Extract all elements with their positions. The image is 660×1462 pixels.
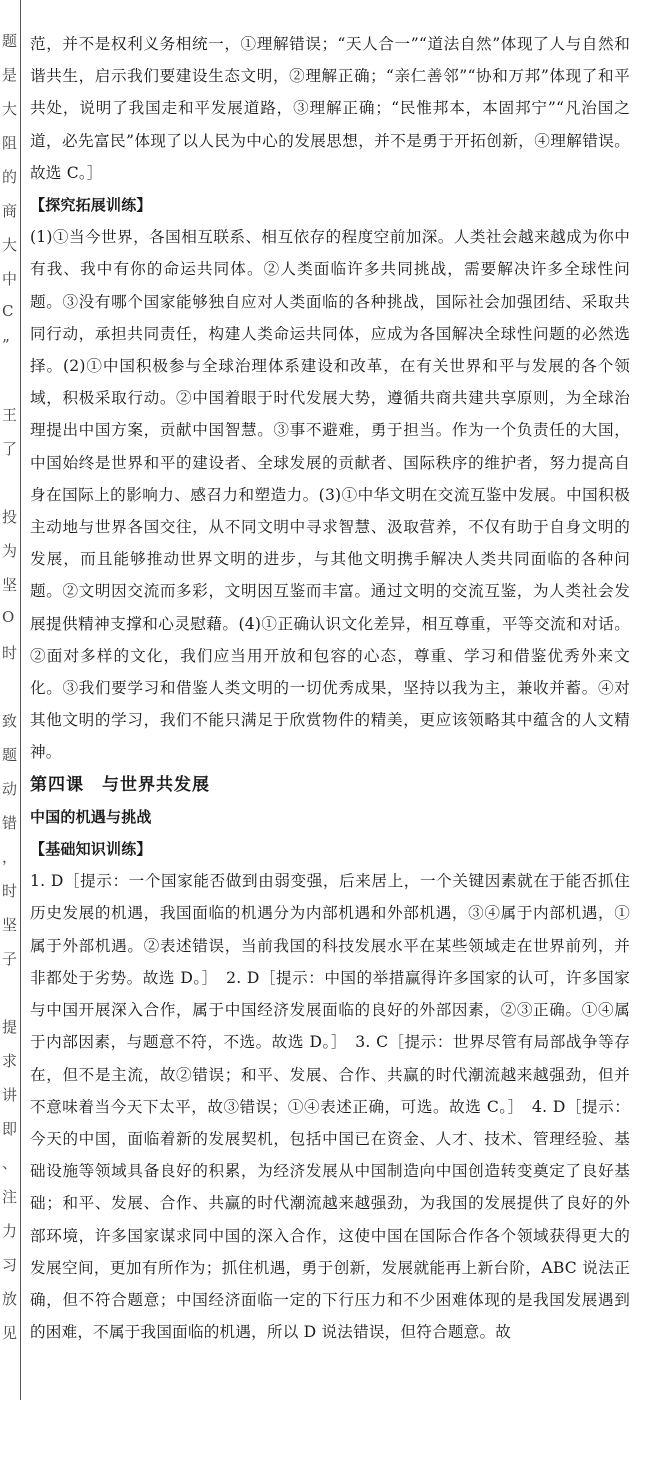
margin-char: 习 <box>2 1256 18 1274</box>
margin-char: 王 <box>2 406 18 424</box>
margin-char: 动 <box>2 780 18 798</box>
margin-char: ” <box>2 336 10 354</box>
margin-char: 子 <box>2 950 18 968</box>
margin-char: 大 <box>2 236 18 254</box>
margin-char: 时 <box>2 882 18 900</box>
margin-char: 题 <box>2 32 18 50</box>
margin-char: 是 <box>2 66 18 84</box>
margin-char: 中 <box>2 270 18 288</box>
margin-char: 讲 <box>2 1086 18 1104</box>
margin-char: 即 <box>2 1120 18 1138</box>
margin-char: C <box>2 302 14 320</box>
paragraph-3: 1. D［提示：一个国家能否做到由弱变强，后来居上，一个关键因素就在于能否抓住历史发展的机遇，我国面临的机遇分为内部机遇和外部机遇，③④属于内部机遇，①属于外部机遇。②表述错误，当前我国的科技发展水平在某些领域走在世界前列，并非都处于劣势。故选 D。］ 2. D［提示：中国的举措赢得许多国家的认可，许多国家与中国开展深入合作，属于中国经济发展面临的良好的外部因素，②③正确。①④属于内部因素，与题意不符，不选。故选 D。］ 3. C［提示：世界尽管有局部战争等存在，但不是主流，故②错误；和平、发展、合作、共赢的时代潮流越来越强劲，但并不意味着当今天下太平，故③错误；①④表述正确，可选。故选 C。］ 4. D［提示：今天的中国，面临着新的发展契机，包括中国已在资金、人才、技术、管理经验、基础设施等领域具备良好的积累，为经济发展从中国制造向中国创造转变奠定了良好基础；和平、发展、合作、共赢的时代潮流越来越强劲，为我国的发展提供了良好的外部环境，许多国家谋求同中国的深入合作，这使中国在国际合作各个领域获得更大的发展空间，更加有所作为；抓住机遇，勇于创新，发展就能再上新台阶，ABC 说法正确，但不符合题意；中国经济面临一定的下行压力和不少困难体现的是我国发展遇到的困难，不属于我国面临的机遇，所以 D 说法错误，但符合题意。故 <box>30 872 630 1342</box>
paragraph-1: 范，并不是权利义务相统一，①理解错误；“天人合一”“道法自然”体现了人与自然和谐共生，启示我们要建设生态文明，②理解正确；“亲仁善邻”“协和万邦”体现了和平共处，说明了我国走和平发展道路，③理解正确；“民惟邦本，本固邦宁”“凡治国之道，必先富民”体现了以人民为中心的发展思想，并不是勇于开拓创新，④理解错误。故选 C。］ <box>30 35 630 182</box>
lesson-subtitle: 中国的机遇与挑战 <box>30 807 152 826</box>
margin-char: 坚 <box>2 916 18 934</box>
margin-char: 求 <box>2 1052 18 1070</box>
section-heading-basic: 【基础知识训练】 <box>30 840 152 859</box>
margin-char: 见 <box>2 1324 18 1342</box>
margin-char: 的 <box>2 168 18 186</box>
margin-char: 商 <box>2 202 18 220</box>
margin-char: 题 <box>2 746 18 764</box>
paragraph-2: (1)①当今世界，各国相互联系、相互依存的程度空前加深。人类社会越来越成为你中有我、我中有你的命运共同体。②人类面临许多共同挑战，需要解决许多全球性问题。③没有哪个国家能够独自应对人类面临的各种挑战，国际社会加强团结、采取共同行动，承担共同责任，构建人类命运共同体，应成为各国解决全球性问题的必然选择。(2)①中国积极参与全球治理体系建设和改革，在有关世界和平与发展的各个领域，积极采取行动。②中国着眼于时代发展大势，遵循共商共建共享原则，为全球治理提出中国方案，贡献中国智慧。③事不避难，勇于担当。作为一个负责任的大国，中国始终是世界和平的建设者、全球发展的贡献者、国际秩序的维护者，努力提高自身在国际上的影响力、感召力和塑造力。(3)①中华文明在交流互鉴中发展。中国积极主动地与世界各国交往，从不同文明中寻求智慧、汲取营养，不仅有助于自身文明的发展，而且能够推动世界文明的进步，与其他文明携手解决人类共同面临的各种问题。②文明因交流而多彩，文明因互鉴而丰富。通过文明的交流互鉴，为人类社会发展提供精神支撑和心灵慰藉。(4)①正确认识文化差异，相互尊重，平等交流和对话。②面对多样的文化，我们应当用开放和包容的心态，尊重、学习和借鉴优秀外来文化。③我们要学习和借鉴人类文明的一切优秀成果，坚持以我为主，兼收并蓄。④对其他文明的学习，我们不能只满足于欣赏物件的精美，更应该领略其中蕴含的人文精神。 <box>30 228 630 762</box>
margin-char: 、 <box>2 1154 18 1172</box>
margin-char: 阻 <box>2 134 18 152</box>
margin-char: ， <box>2 848 18 866</box>
margin-char: O <box>2 608 15 626</box>
margin-char: 提 <box>2 1018 18 1036</box>
margin-char: 错 <box>2 814 18 832</box>
margin-char: 大 <box>2 100 18 118</box>
margin-char: 为 <box>2 542 18 560</box>
margin-char: 致 <box>2 712 18 730</box>
answer-content <box>30 28 630 1348</box>
margin-char: 时 <box>2 644 18 662</box>
section-heading-explore: 【探究拓展训练】 <box>30 196 152 215</box>
left-margin-strip <box>0 0 21 1400</box>
margin-char: 坚 <box>2 576 18 594</box>
margin-char: 投 <box>2 508 18 526</box>
lesson-title: 第四课 与世界共发展 <box>30 774 210 795</box>
margin-char: 注 <box>2 1188 18 1206</box>
margin-char: 放 <box>2 1290 18 1308</box>
margin-char: 了 <box>2 440 18 458</box>
margin-char: 力 <box>2 1222 18 1240</box>
